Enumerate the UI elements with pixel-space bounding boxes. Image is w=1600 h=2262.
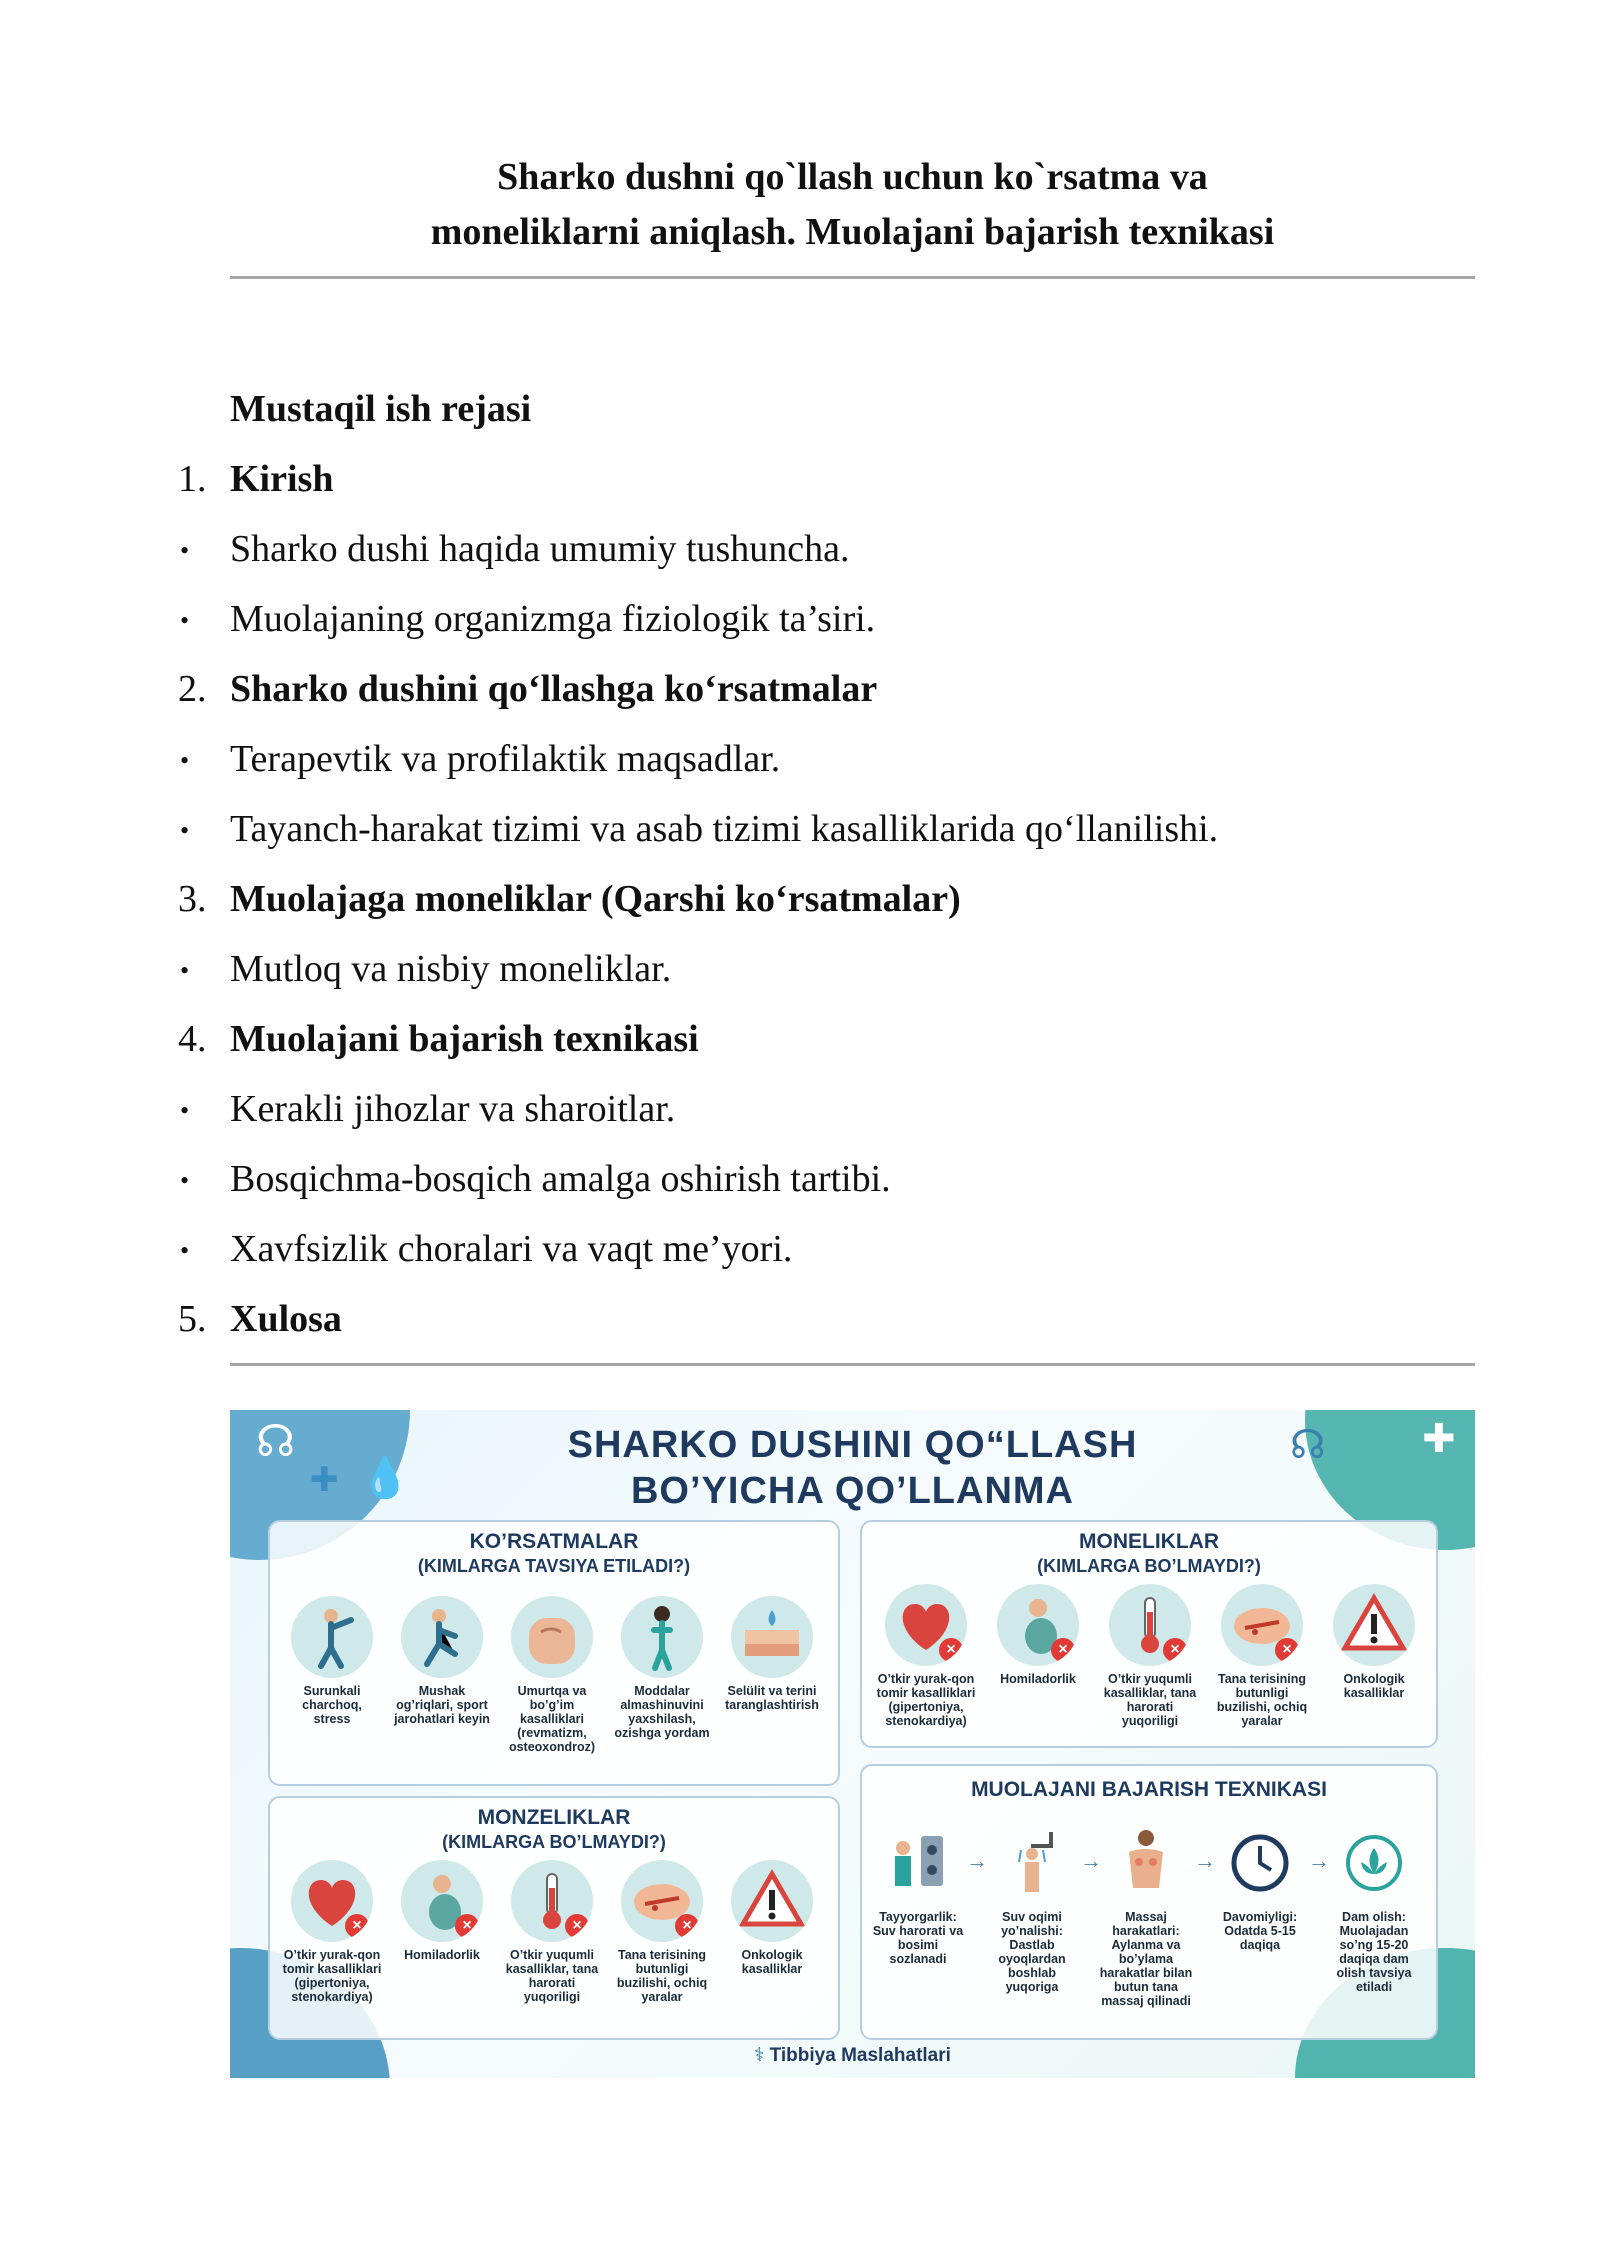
plan-bullet-item [0,734,1500,804]
item-caption: Tayyorgarlik: Suv harorati va bosimi sozlanadi [872,1910,964,1966]
skin-layer-icon [731,1596,813,1678]
heart-icon [291,1860,373,1942]
close-icon: × [1051,1638,1075,1662]
contraindications-alt-subheading: (KIMLARGA BO’LMAYDI?) [442,1832,666,1852]
plan-item-text: Sharko dushini qo‘llashga ko‘rsatmalar [230,668,878,710]
plan-item-text: Muolajaning organizmga fiziologik ta’siri. [230,598,876,640]
technique-step [1210,1822,1310,1952]
indication-item [612,1596,712,1740]
plan-list [0,454,1500,1364]
item-caption: Homiladorlik [404,1948,480,1962]
plan-item-text: Tayanch-harakat tizimi va asab tizimi kasalliklarida qo‘llanilishi. [230,808,1219,850]
plan-section-item [0,1014,1500,1084]
plan-divider [230,1363,1475,1366]
stethoscope-icon: ☊ [256,1417,296,1466]
close-icon: × [1275,1638,1299,1662]
injured-athlete-icon [401,1596,483,1678]
infographic [230,1410,1475,2078]
technique-step [982,1822,1082,1994]
title-line-1: Sharko dushni qo`llash uchun ko`rsatma va [497,156,1208,198]
indication-item [392,1596,492,1726]
water-drop-icon: 💧 [360,1456,410,1500]
indications-subheading: (KIMLARGA TAVSIYA ETILADI?) [417,1556,691,1576]
plan-bullet-item [0,1224,1500,1294]
plan-item-text: Mutloq va nisbiy moneliklar. [230,948,672,990]
plan-section-item [0,874,1500,944]
contraindication-alt-item [282,1860,382,2004]
contraindication-item [1324,1584,1424,1700]
body-icon [1105,1822,1187,1904]
item-caption: Surunkali charchoq, stress [302,1684,362,1726]
item-caption: O’tkir yuqumli kasalliklar, tana harorati yuqoriligi [505,1948,599,2004]
slim-woman-icon [621,1596,703,1678]
contraindication-alt-item [722,1860,822,1976]
wound-icon [1221,1584,1303,1666]
plan-item-text: Xavfsizlik choralari va vaqt me’yori. [230,1228,793,1270]
contraindication-alt-item [502,1860,602,2004]
technique-step [1324,1822,1424,1994]
plan-item-text: Terapevtik va profilaktik maqsadlar. [230,738,781,780]
infographic-title [230,1422,1475,1514]
item-caption: Onkologik kasalliklar [741,1948,803,1976]
bullet-marker: • [180,1096,190,1125]
item-caption: Dam olish: Muolajadan so’ng 15-20 daqiqa dam olish tavsiya etiladi [1336,1910,1412,1994]
indication-item [282,1596,382,1726]
brand-name: Tibbiya Maslahatlari [769,2045,951,2066]
back-massage-icon [511,1596,593,1678]
close-icon: × [1163,1638,1187,1662]
plan-item-text: Muolajani bajarish texnikasi [230,1018,699,1060]
contraindications-heading: MONELIKLAR [1079,1530,1219,1553]
bullet-marker: • [180,746,190,775]
bullet-marker: • [180,1166,190,1195]
plan-bullet-item [0,1084,1500,1154]
item-caption: O’tkir yurak-qon tomir kasalliklari (gipertoniya, stenokardiya) [282,1948,382,2004]
item-caption: Tana terisining butunligi buzilishi, ochiq yaralar [616,1948,708,2004]
bullet-marker: • [180,536,190,565]
contraindication-item [988,1584,1088,1686]
close-icon: × [939,1638,963,1662]
title-line-2: moneliklarni aniqlash. Muolajani bajarish texnikasi [430,211,1275,253]
technique-panel [860,1764,1438,2040]
lotus-icon [1333,1822,1415,1904]
warning-icon [731,1860,813,1942]
item-caption: Massaj harakatlari: Aylanma va bo’ylama harakatlar bilan butun tana massaj qilinadi [1099,1910,1193,2008]
plan-section-item [0,664,1500,734]
item-caption: Mushak og’riqlari, sport jarohatlari keyin [394,1684,490,1726]
contraindications-panel [860,1520,1438,1748]
thermometer-icon [1109,1584,1191,1666]
item-caption: O’tkir yuqumli kasalliklar, tana harorati yuqoriligi [1103,1672,1197,1728]
plan-item-text: Xulosa [230,1298,342,1340]
list-number: 3. [178,878,207,920]
plan-bullet-item [0,524,1500,594]
plan-bullet-item [0,594,1500,664]
contraindications-subheading: (KIMLARGA BO’LMAYDI?) [1037,1556,1261,1576]
stretching-person-icon [291,1596,373,1678]
plan-item-text: Kirish [230,458,334,500]
plan-section-item [0,454,1500,524]
plan-bullet-item [0,804,1500,874]
warning-icon [1333,1584,1415,1666]
contraindication-alt-item [612,1860,712,2004]
plan-heading: Mustaqil ish rejasi [230,388,532,430]
contraindication-item [1100,1584,1200,1728]
thermometer-icon [511,1860,593,1942]
list-number: 1. [178,458,207,500]
close-icon: × [345,1914,369,1938]
plan-item-text: Kerakli jihozlar va sharoitlar. [230,1088,676,1130]
contraindication-item [876,1584,976,1728]
list-number: 5. [178,1298,207,1340]
item-caption: Selülit va terini taranglashtirish [725,1684,819,1712]
clock-icon [1219,1822,1301,1904]
plan-item-text: Muolajaga moneliklar (Qarshi ko‘rsatmalar) [230,878,961,920]
page-title [230,150,1475,260]
title-divider [230,276,1475,279]
contraindications-alt-heading: MONZELIKLAR [477,1806,631,1829]
close-icon: × [675,1914,699,1938]
arrow-right-icon: → [1308,1848,1330,1873]
contraindications-alt-panel [268,1796,840,2040]
close-icon: × [455,1914,479,1938]
infographic-title-line-2: BO’YICHA QO’LLANMA [630,1470,1074,1512]
technique-step [1096,1822,1196,2008]
contraindication-item [1212,1584,1312,1728]
heart-icon [885,1584,967,1666]
item-caption: Onkologik kasalliklar [1343,1672,1405,1700]
item-caption: Umurtqa va bo’g’im kasalliklari (revmatizm, osteoxondroz) [508,1684,596,1754]
item-caption: Davomiyligi: Odatda 5-15 daqiqa [1222,1910,1298,1952]
plan-item-text: Bosqichma-bosqich amalga oshirish tartibi. [230,1158,891,1200]
pregnancy-icon [401,1860,483,1942]
pregnancy-icon [997,1584,1079,1666]
list-number: 4. [178,1018,207,1060]
plus-icon: ✚ [1422,1417,1456,1461]
close-icon: × [565,1914,589,1938]
indication-item [722,1596,822,1712]
plan-item-text: Sharko dushi haqida umumiy tushuncha. [230,528,850,570]
plan-bullet-item [0,1154,1500,1224]
bullet-marker: • [180,816,190,845]
bullet-marker: • [180,1236,190,1265]
stethoscope-icon: ☊ [1290,1423,1326,1467]
wound-icon [621,1860,703,1942]
item-caption: O’tkir yurak-qon tomir kasalliklari (gipertoniya, stenokardiya) [876,1672,976,1728]
plan-section-item [0,1294,1500,1364]
arrow-right-icon: → [1194,1848,1216,1873]
item-caption: Suv oqimi yo’nalishi: Dastlab oyoqlardan boshlab yuqoriga [998,1910,1066,1994]
caduceus-icon: ⚕ [754,2045,765,2066]
contraindication-alt-item [392,1860,492,1962]
technique-heading: MUOLAJANI BAJARISH TEXNIKASI [971,1778,1327,1801]
list-number: 2. [178,668,207,710]
bullet-marker: • [180,606,190,635]
item-caption: Moddalar almashinuvini yaxshilash, ozishga yordam [614,1684,710,1740]
indication-item [502,1596,602,1754]
plan-bullet-item [0,944,1500,1014]
arrow-right-icon: → [966,1848,988,1873]
plus-icon: ✚ [310,1461,339,1499]
technique-step [868,1822,968,1966]
item-caption: Tana terisining butunligi buzilishi, ochiq yaralar [1216,1672,1308,1728]
shower-icon [991,1822,1073,1904]
infographic-title-line-1: SHARKO DUSHINI QO“LLASH [567,1424,1138,1466]
bullet-marker: • [180,956,190,985]
control-panel-icon [877,1822,959,1904]
indications-heading: KO’RSATMALAR [469,1530,639,1553]
item-caption: Homiladorlik [1000,1672,1076,1686]
indications-panel [268,1520,840,1786]
brand-footer [230,2044,1475,2067]
arrow-right-icon: → [1080,1848,1102,1873]
